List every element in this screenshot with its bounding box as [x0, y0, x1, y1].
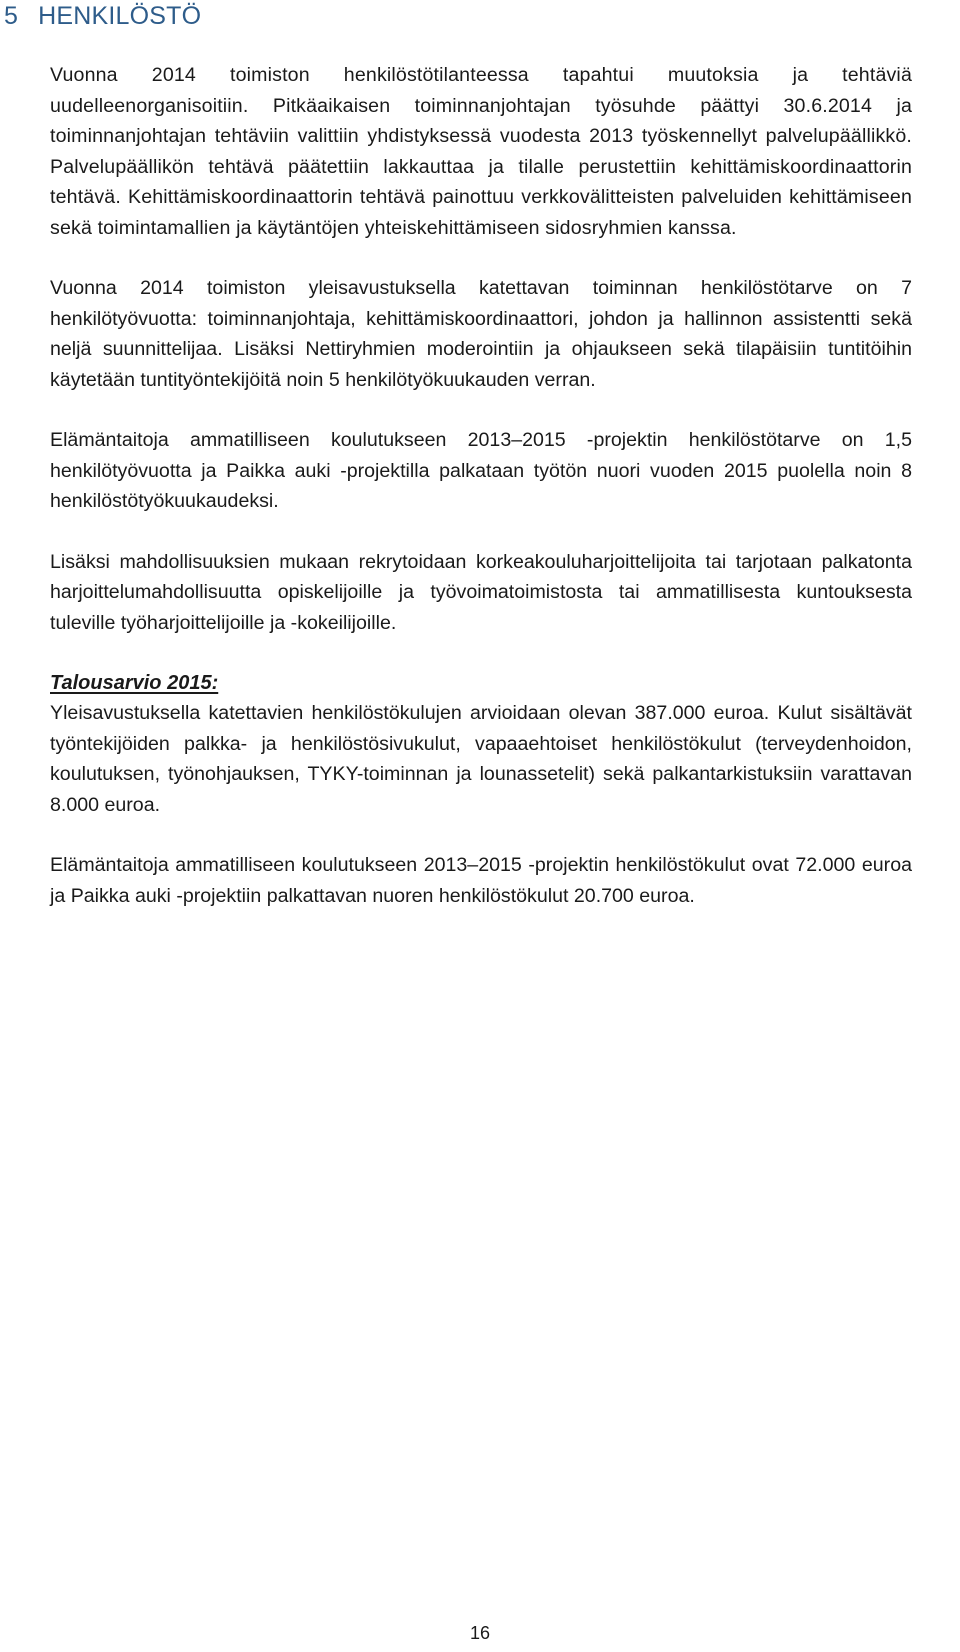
- section-heading: [4, 2, 201, 31]
- paragraph-interns: Lisäksi mahdollisuuksien mukaan rekrytoidaan korkeakouluharjoittelijoita tai tarjotaan palkatonta harjoittelumahdollisuutta opiskelijoille ja työvoimatoimistosta tai ammatillisesta kuntouksesta tuleville työharjoittelijoille ja -kokeilijoille.: [50, 550, 912, 634]
- paragraph-budget-costs: Yleisavustuksella katettavien henkilöstökulujen arvioidaan olevan 387.000 euroa. Kulut sisältävät työntekijöiden palkka- ja henkilöstösivukulut, vapaaehtoiset henkilöstökulut (terveydenhoidon, koulutuksen, työnohjauksen, TYKY-toiminnan ja lounassetelit) sekä palkantarkistuksiin varattavan 8.000 euroa.: [50, 702, 912, 816]
- document-body: [50, 60, 912, 941]
- page-number: 16: [469, 1623, 491, 1643]
- section-number: 5: [4, 2, 19, 30]
- paragraph-project-staff: Elämäntaitoja ammatilliseen koulutukseen 2013–2015 -projektin henkilöstötarve on 1,5 henkilötyövuotta ja Paikka auki -projektilla palkataan työtön nuori vuoden 2015 puolella noin 8 henkilöstötyökuukaudeksi.: [50, 429, 912, 512]
- budget-heading: Talousarvio 2015:: [50, 672, 219, 694]
- section-title: HENKILÖSTÖ: [38, 2, 202, 30]
- paragraph-staff-changes: Vuonna 2014 toimiston henkilöstötilanteessa tapahtui muutoksia ja tehtäviä uudelleenorganisoitiin. Pitkäaikaisen toiminnanjohtajan työsuhde päättyi 30.6.2014 ja toiminnanjohtajan tehtäviin valittiin yhdistyksessä vuodesta 2013 työskennellyt palvelupäällikkö. Palvelupäällikön tehtävä päätettiin lakkauttaa ja tilalle perustettiin kehittämiskoordinaattorin tehtävä. Kehittämiskoordinaattorin tehtävä painottuu verkkovälitteisten palveluiden kehittämiseen sekä toimintamallien ja käytäntöjen yhteiskehittämiseen sidosryhmien kanssa.: [50, 64, 912, 239]
- paragraph-project-costs: Elämäntaitoja ammatilliseen koulutukseen 2013–2015 -projektin henkilöstökulut ovat 72.000 euroa ja Paikka auki -projektiin palkattavan nuoren henkilöstökulut 20.700 euroa.: [50, 854, 912, 907]
- paragraph-staff-needs: Vuonna 2014 toimiston yleisavustuksella katettavan toiminnan henkilöstötarve on 7 henkilötyövuotta: toiminnanjohtaja, kehittämiskoordinaattori, johdon ja hallinnon assistentti sekä neljä suunnittelijaa. Lisäksi Nettiryhmien moderointiin ja ohjaukseen sekä tilapäisiin tuntitöihin käytetään tuntityöntekijöitä noin 5 henkilötyökuukauden verran.: [50, 277, 912, 391]
